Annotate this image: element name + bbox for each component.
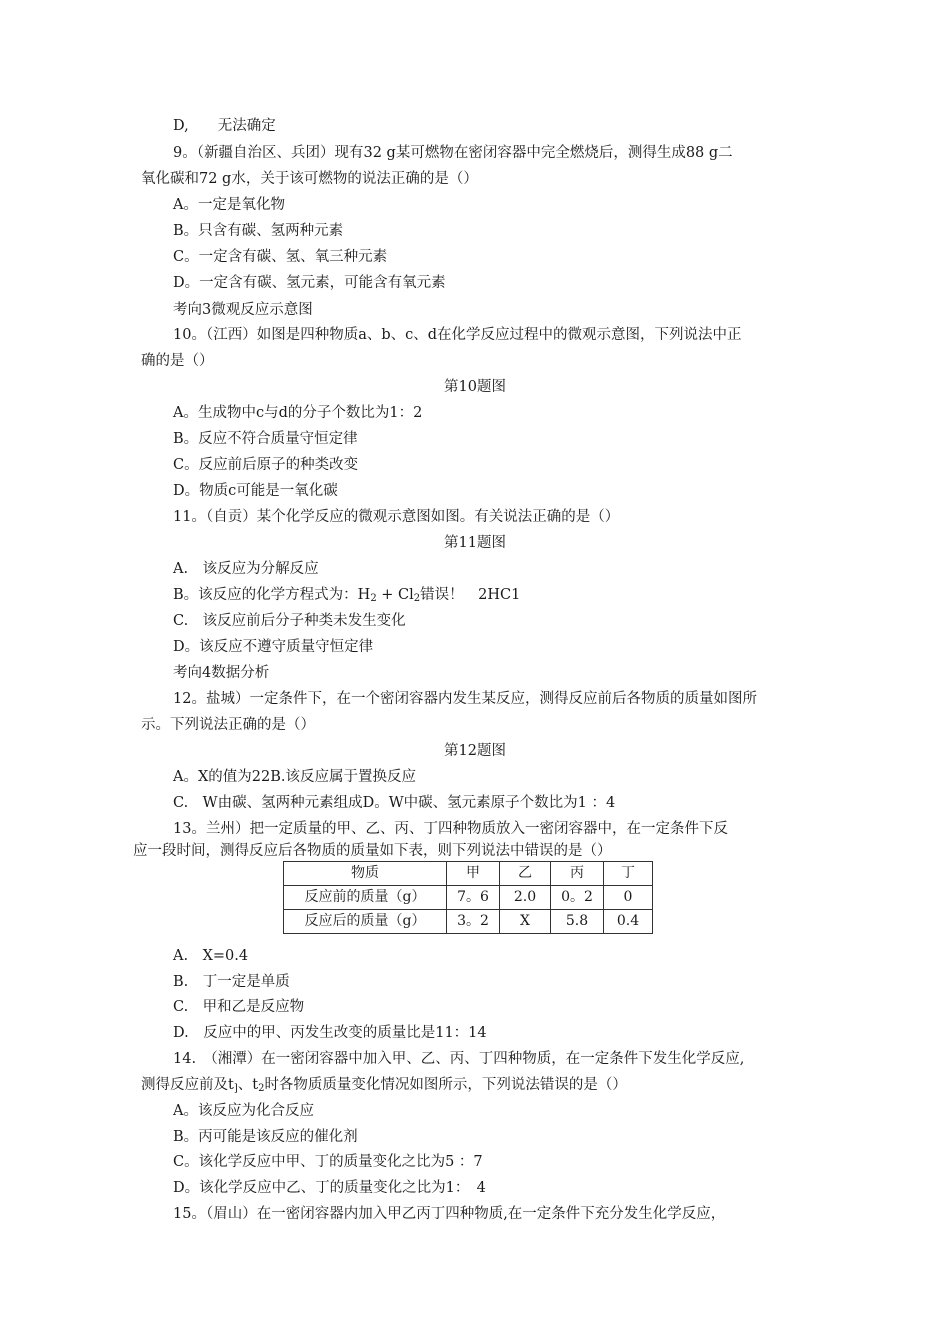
table-cell: 7。6 — [447, 886, 500, 910]
section-heading-3: 考向3微观反应示意图 — [173, 302, 313, 318]
table-cell: 0 — [604, 886, 653, 910]
q14-option-c: C。该化学反应中甲、丁的质量变化之比为5 ：7 — [173, 1154, 483, 1170]
q11-stem: 11。（自贡）某个化学反应的微观示意图如图。有关说法正确的是（） — [173, 509, 620, 525]
q9-option-c: C。一定含有碳、氢、氧三种元素 — [173, 249, 388, 265]
table-header-cell: 甲 — [447, 862, 500, 886]
q12-stem: 12。盐城）一定条件下，在一个密闭容器内发生某反应，测得反应前后各物质的质量如图所 — [173, 691, 757, 707]
table-cell: 5.8 — [551, 910, 604, 934]
table-header-cell: 丁 — [604, 862, 653, 886]
q13-option-a: A. X=0.4 — [173, 948, 249, 964]
q14-stem-cont: 测得反应前及$t_]$、$t_2$时各物质质量变化情况如图所示，下列说法错误的是（） — [141, 1077, 627, 1094]
q10-figure-caption: 第10题图 — [444, 379, 506, 395]
q11-option-b: B。该反应的化学方程式为：$H_2 + Cl_2$错误！ 2HC1 — [173, 587, 521, 604]
q12-options-cd: C. W由碳、氢两种元素组成D。W中碳、氢元素原子个数比为1 ：4 — [173, 795, 616, 811]
q9-option-a: A。一定是氧化物 — [173, 197, 285, 213]
table-cell: 0.4 — [604, 910, 653, 934]
q10-option-c: C。反应前后原子的种类改变 — [173, 457, 359, 473]
q9-stem-cont: 氧化碳和72 g水，关于该可燃物的说法正确的是（） — [141, 171, 478, 187]
q14-option-a: A。该反应为化合反应 — [173, 1103, 314, 1119]
table-cell: 2.0 — [500, 886, 551, 910]
table-cell: 反应前的质量（g） — [284, 886, 447, 910]
q15-stem: 15。（眉山）在一密闭容器内加入甲乙丙丁四种物质,在一定条件下充分发生化学反应， — [173, 1206, 726, 1222]
q12-figure-caption: 第12题图 — [444, 743, 506, 759]
mass-table — [283, 861, 653, 934]
q9-option-b: B。只含有碳、氢两种元素 — [173, 223, 344, 239]
table-cell: X — [500, 910, 551, 934]
q13-option-c: C. 甲和乙是反应物 — [173, 999, 305, 1015]
table-row — [284, 910, 653, 934]
q14-option-d: D。该化学反应中乙、丁的质量变化之比为1： 4 — [173, 1180, 486, 1196]
q12-stem-cont: 示。下列说法正确的是（） — [141, 717, 315, 733]
table-cell: 3。2 — [447, 910, 500, 934]
q14-option-b: B。丙可能是该反应的催化剂 — [173, 1129, 358, 1145]
q10-option-d: D。物质c可能是一氧化碳 — [173, 483, 338, 499]
q11-figure-caption: 第11题图 — [444, 535, 506, 551]
q8-option-d: D, 无法确定 — [173, 118, 276, 134]
table-header-cell: 乙 — [500, 862, 551, 886]
section-heading-4: 考向4数据分析 — [173, 665, 270, 681]
table-cell: 0。2 — [551, 886, 604, 910]
q9-stem: 9。（新疆自治区、兵团）现有32 g某可燃物在密闭容器中完全燃烧后，测得生成88 g二 — [173, 145, 733, 161]
table-cell: 反应后的质量（g） — [284, 910, 447, 934]
table-header-cell: 物质 — [284, 862, 447, 886]
q13-stem-cont: 应一段时间，测得反应后各物质的质量如下表，则下列说法中错误的是（） — [133, 843, 612, 859]
q11-option-c: C. 该反应前后分子种类未发生变化 — [173, 613, 406, 629]
table-header-cell: 丙 — [551, 862, 604, 886]
q11-option-d: D。该反应不遵守质量守恒定律 — [173, 639, 374, 655]
q9-option-d: D。一定含有碳、氢元素，可能含有氧元素 — [173, 275, 446, 291]
q10-stem: 10。（江西）如图是四种物质a、b、c、d在化学反应过程中的微观示意图，下列说法中正 — [173, 327, 742, 343]
q10-option-a: A。生成物中c与d的分子个数比为1：2 — [173, 405, 423, 421]
q13-option-d: D. 反应中的甲、丙发生改变的质量比是11：14 — [173, 1025, 487, 1041]
table-header-row — [284, 862, 653, 886]
q12-options-ab: A。X的值为22B.该反应属于置换反应 — [173, 769, 417, 785]
q11-option-a: A. 该反应为分解反应 — [173, 561, 319, 577]
q13-stem: 13。兰州）把一定质量的甲、乙、丙、丁四种物质放入一密闭容器中，在一定条件下反 — [173, 821, 728, 837]
table-row — [284, 886, 653, 910]
q10-stem-cont: 确的是（） — [141, 353, 214, 369]
q13-option-b: B. 丁一定是单质 — [173, 974, 290, 990]
q14-stem: 14. （湘潭）在一密闭容器中加入甲、乙、丙、丁四种物质，在一定条件下发生化学反应, — [173, 1051, 745, 1067]
q10-option-b: B。反应不符合质量守恒定律 — [173, 431, 358, 447]
